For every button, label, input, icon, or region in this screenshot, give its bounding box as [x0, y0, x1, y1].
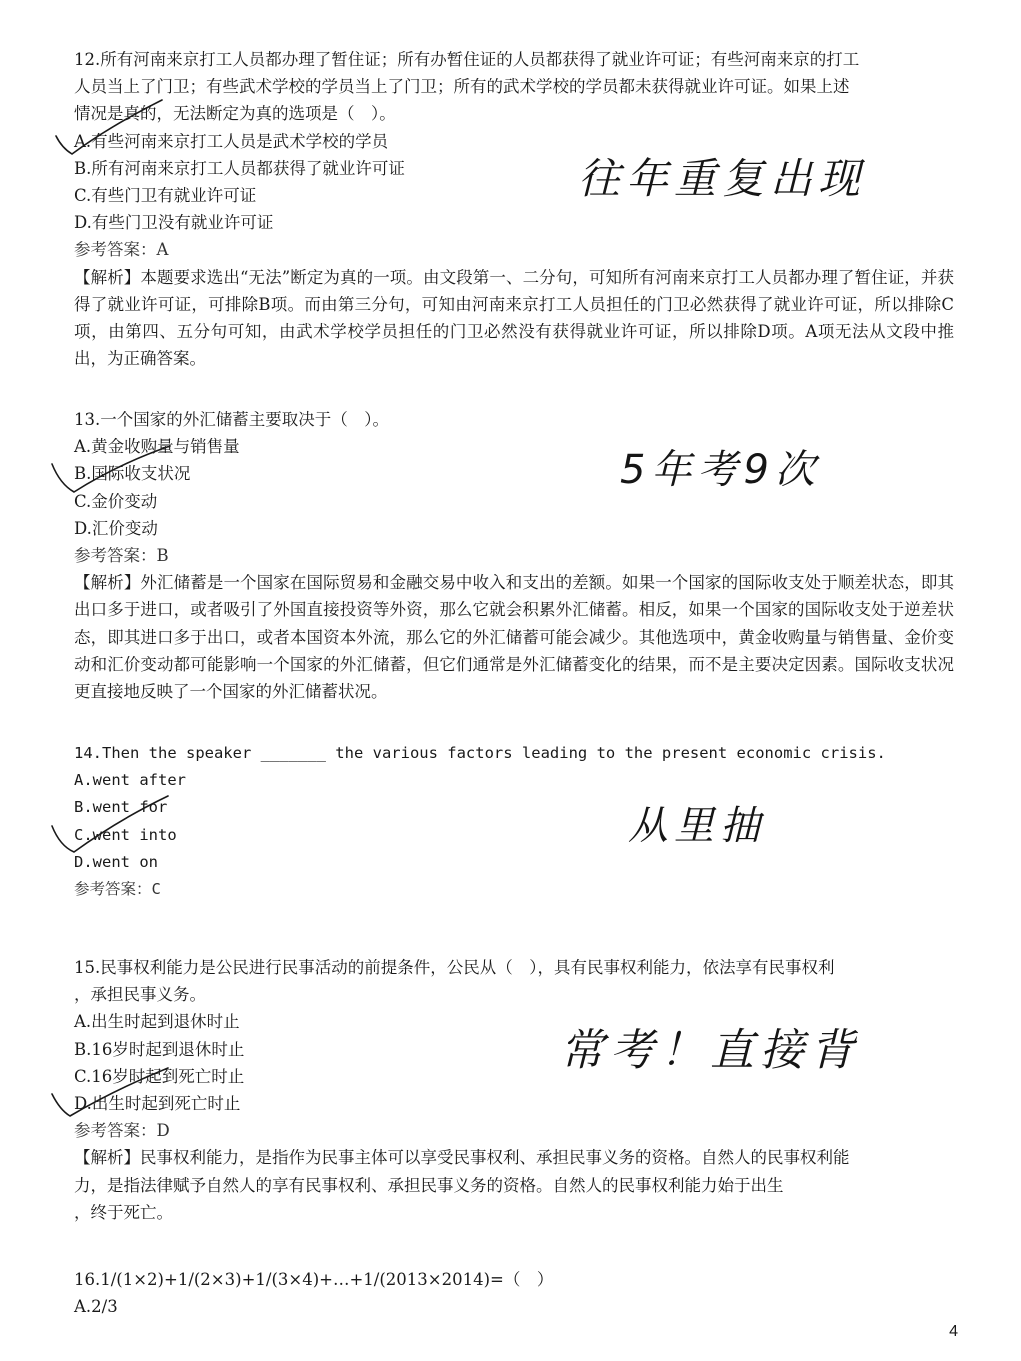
checkmark-icon — [50, 96, 170, 156]
reference-answer: 参考答案：D — [74, 1121, 170, 1141]
checkmark-icon — [48, 790, 178, 860]
option-a: A.有些河南来京打工人员是武术学校的学员 — [74, 131, 389, 151]
option-d: D.汇价变动 — [74, 518, 158, 538]
option-d: D.went on — [74, 852, 158, 871]
option-b: B.国际收支状况 — [74, 464, 191, 484]
handwritten-note: 常考！直接背 — [560, 1025, 860, 1076]
option-d: D.出生时起到死亡时止 — [74, 1093, 241, 1113]
question-stem: 人员当上了门卫；有些武术学校的学员当上了门卫；所有的武术学校的学员都未获得就业许可证。如果上述 — [74, 77, 850, 97]
handwritten-note: 往年重复出现 — [578, 154, 867, 203]
checkmark-icon — [48, 440, 178, 500]
question-stem: 16.1/(1×2)+1/(2×3)+1/(3×4)+…+1/(2013×2014)=（ ） — [74, 1270, 554, 1289]
option-a: A.2/3 — [74, 1297, 118, 1317]
question-stem: 14.Then the speaker _______ the various factors leading to the present economic crisis. — [74, 744, 886, 762]
option-b: B.所有河南来京打工人员都获得了就业许可证 — [74, 158, 405, 178]
question-stem: 12.所有河南来京打工人员都办理了暂住证；所有办暂住证的人员都获得了就业许可证；有些河南来京的打工 — [74, 50, 860, 69]
option-c: C.有些门卫有就业许可证 — [74, 185, 257, 205]
option-a: A.出生时起到退休时止 — [74, 1012, 240, 1032]
option-c: C.金价变动 — [74, 491, 158, 511]
analysis-line: 力，是指法律赋予自然人的享有民事权利、承担民事义务的资格。自然人的民事权利能力始于出生 — [74, 1175, 784, 1195]
handwritten-note: 5年考9次 — [620, 447, 821, 493]
question-stem: 情况是真的，无法断定为真的选项是（ ）。 — [74, 104, 396, 124]
reference-answer: 参考答案：B — [74, 545, 169, 565]
question-stem: ，承担民事义务。 — [74, 985, 206, 1005]
analysis-text: 【解析】外汇储蓄是一个国家在国际贸易和金融交易中收入和支出的差额。如果一个国家的国际收支处于顺差状态，即其出口多于进口，或者吸引了外国直接投资等外资，那么它就会积累外汇储蓄。相反，如果一个国家的国际收支处于逆差状态，即其进口多于出口，或者本国资本外流，那么它的外汇储蓄可能会减少。其他选项中，黄金收购量与销售量、金价变动和汇价变动都可能影响一个国家的外汇储蓄，但它们通常是外汇储蓄变化的结果，而不是主要决定因素。国际收支状况更直接地反映了一个国家的外汇储蓄状况。 — [74, 573, 954, 701]
option-b: B.went for — [74, 798, 168, 817]
analysis-line: ，终于死亡。 — [74, 1202, 173, 1222]
analysis-line: 【解析】民事权利能力，是指作为民事主体可以享受民事权利、承担民事义务的资格。自然人的民事权利能 — [74, 1148, 850, 1168]
option-c: C.went into — [74, 825, 177, 844]
question-stem: 13.一个国家的外汇储蓄主要取决于（ ）。 — [74, 410, 389, 429]
page-number: 4 — [949, 1323, 958, 1340]
handwritten-note: 从里抽 — [628, 803, 766, 849]
option-a: A.went after — [74, 771, 186, 790]
question-16 — [74, 1266, 954, 1320]
question-13 — [74, 406, 954, 705]
option-d: D.有些门卫没有就业许可证 — [74, 213, 274, 233]
question-15 — [74, 954, 954, 1226]
reference-answer: 参考答案：A — [74, 240, 169, 260]
question-stem: 15.民事权利能力是公民进行民事活动的前提条件，公民从（ ），具有民事权利能力，依法享有民事权利 — [74, 958, 835, 977]
question-14 — [74, 740, 954, 903]
option-a: A.黄金收购量与销售量 — [74, 437, 240, 457]
reference-answer: 参考答案：C — [74, 879, 161, 898]
option-c: C.16岁时起到死亡时止 — [74, 1066, 245, 1086]
checkmark-icon — [48, 1060, 178, 1120]
analysis-text: 【解析】本题要求选出“无法”断定为真的一项。由文段第一、二分句，可知所有河南来京打工人员都办理了暂住证，并获得了就业许可证，可排除B项。而由第三分句，可知由河南来京打工人员担任的门卫必然获得了就业许可证，所以排除C项，由第四、五分句可知，由武术学校学员担任的门卫必然没有获得就业许可证，所以排除D项。A项无法从文段中推出，为正确答案。 — [74, 267, 954, 369]
question-12 — [74, 46, 954, 372]
option-b: B.16岁时起到退休时止 — [74, 1039, 245, 1059]
